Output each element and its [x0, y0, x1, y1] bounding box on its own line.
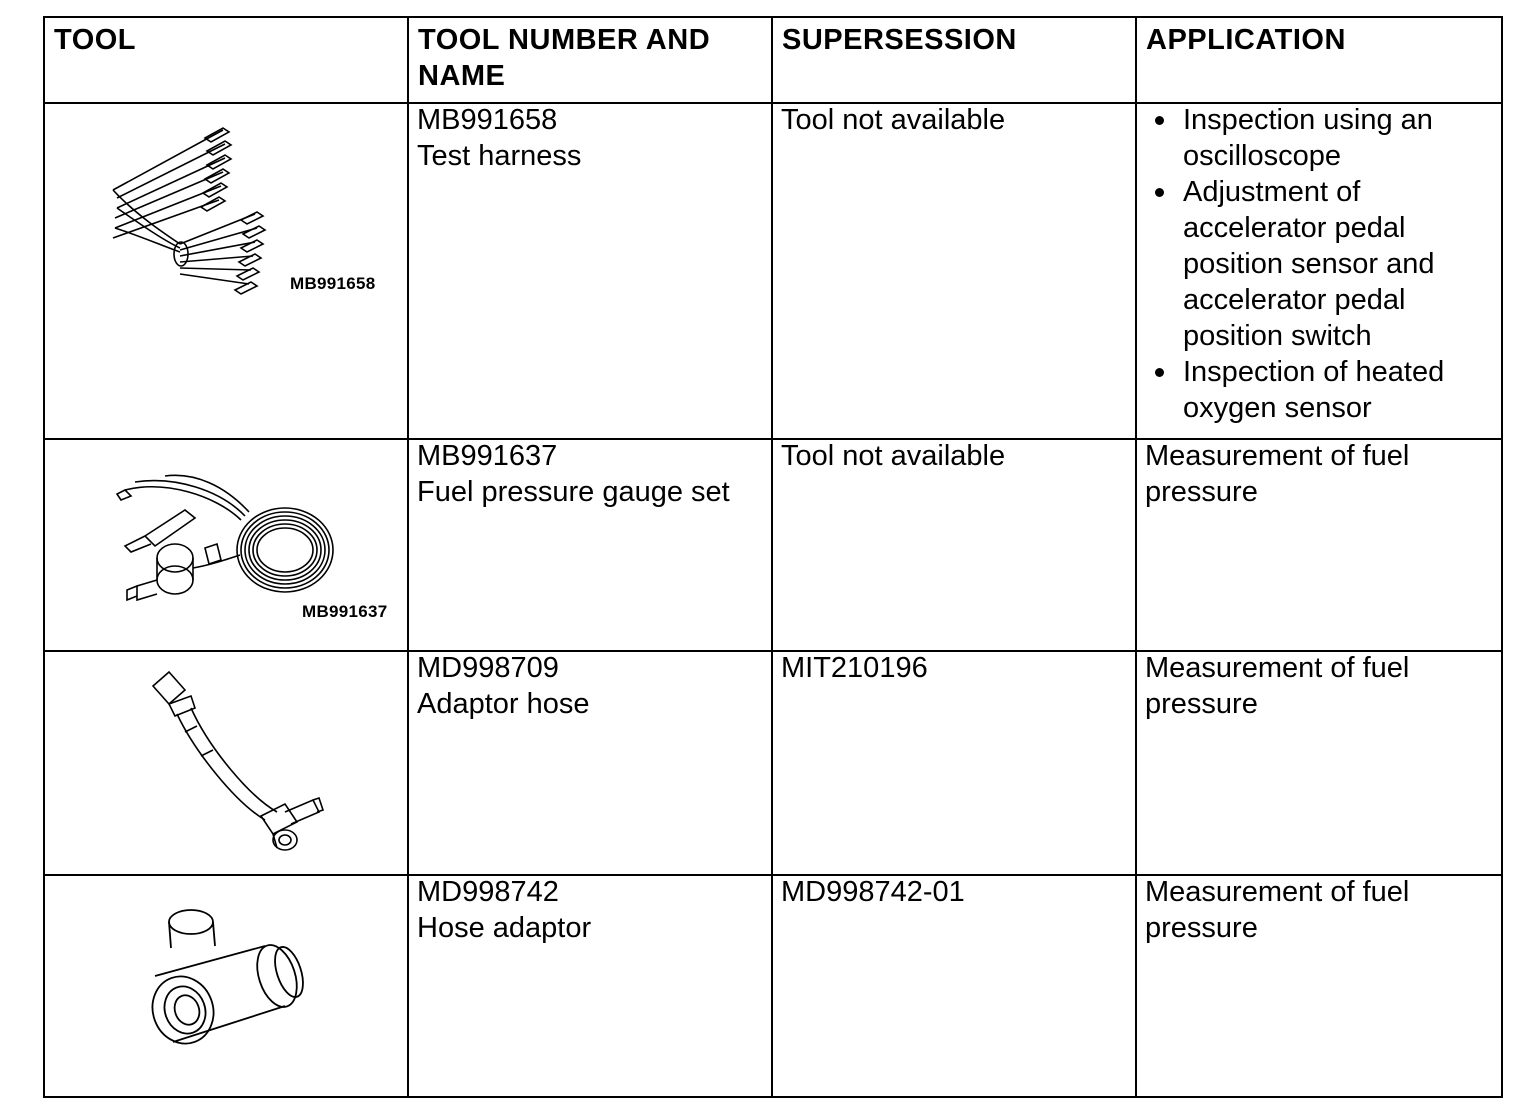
supersession-value: MD998742-01 [781, 876, 965, 908]
table-row [44, 439, 1502, 651]
header-supersession: SUPERSESSION [772, 17, 1136, 103]
header-application: APPLICATION [1136, 17, 1502, 103]
tool-image-label: MB991637 [302, 602, 388, 621]
hose-adaptor-illustration [45, 876, 407, 1096]
tool-number-cell [408, 875, 772, 1097]
supersession-value: Tool not available [781, 440, 1006, 472]
tool-image-cell [44, 651, 408, 875]
adaptor-hose-illustration [45, 652, 407, 874]
tool-name: Adaptor hose [417, 688, 590, 720]
application-value: Measurement of fuel pressure [1145, 876, 1410, 944]
tool-image-label: MB991658 [290, 274, 376, 293]
table-row [44, 103, 1502, 439]
application-value: Measurement of fuel pressure [1145, 652, 1410, 720]
tool-image-cell [44, 103, 408, 439]
tools-table [43, 16, 1503, 1098]
application-value: Measurement of fuel pressure [1145, 440, 1410, 508]
supersession-cell [772, 103, 1136, 439]
application-cell [1136, 875, 1502, 1097]
supersession-value: Tool not available [781, 104, 1006, 136]
header-tool: TOOL [44, 17, 408, 103]
application-cell [1136, 651, 1502, 875]
tool-number: MD998709 [417, 652, 559, 684]
supersession-value: MIT210196 [781, 652, 928, 684]
tool-number: MB991637 [417, 440, 558, 472]
tool-name: Fuel pressure gauge set [417, 476, 730, 508]
application-item: Inspection using an oscilloscope [1137, 102, 1493, 174]
header-row [44, 17, 1502, 103]
supersession-cell [772, 439, 1136, 651]
application-list [1137, 102, 1493, 426]
application-item: Adjustment of accelerator pedal position sensor and accelerator pedal position switch [1137, 174, 1493, 354]
tool-name: Test harness [417, 140, 582, 172]
header-tool-number: TOOL NUMBER AND NAME [408, 17, 772, 103]
table-row [44, 875, 1502, 1097]
tool-number-cell [408, 439, 772, 651]
tool-image-cell [44, 875, 408, 1097]
tool-number: MB991658 [417, 104, 558, 136]
table-row [44, 651, 1502, 875]
tool-name: Hose adaptor [417, 912, 592, 944]
application-cell [1136, 439, 1502, 651]
tool-number-cell [408, 103, 772, 439]
supersession-cell [772, 651, 1136, 875]
supersession-cell [772, 875, 1136, 1097]
application-item: Inspection of heated oxygen sensor [1137, 354, 1493, 426]
tool-image-cell [44, 439, 408, 651]
tool-number-cell [408, 651, 772, 875]
application-cell [1136, 103, 1502, 439]
test-harness-illustration [45, 104, 407, 438]
tool-number: MD998742 [417, 876, 559, 908]
